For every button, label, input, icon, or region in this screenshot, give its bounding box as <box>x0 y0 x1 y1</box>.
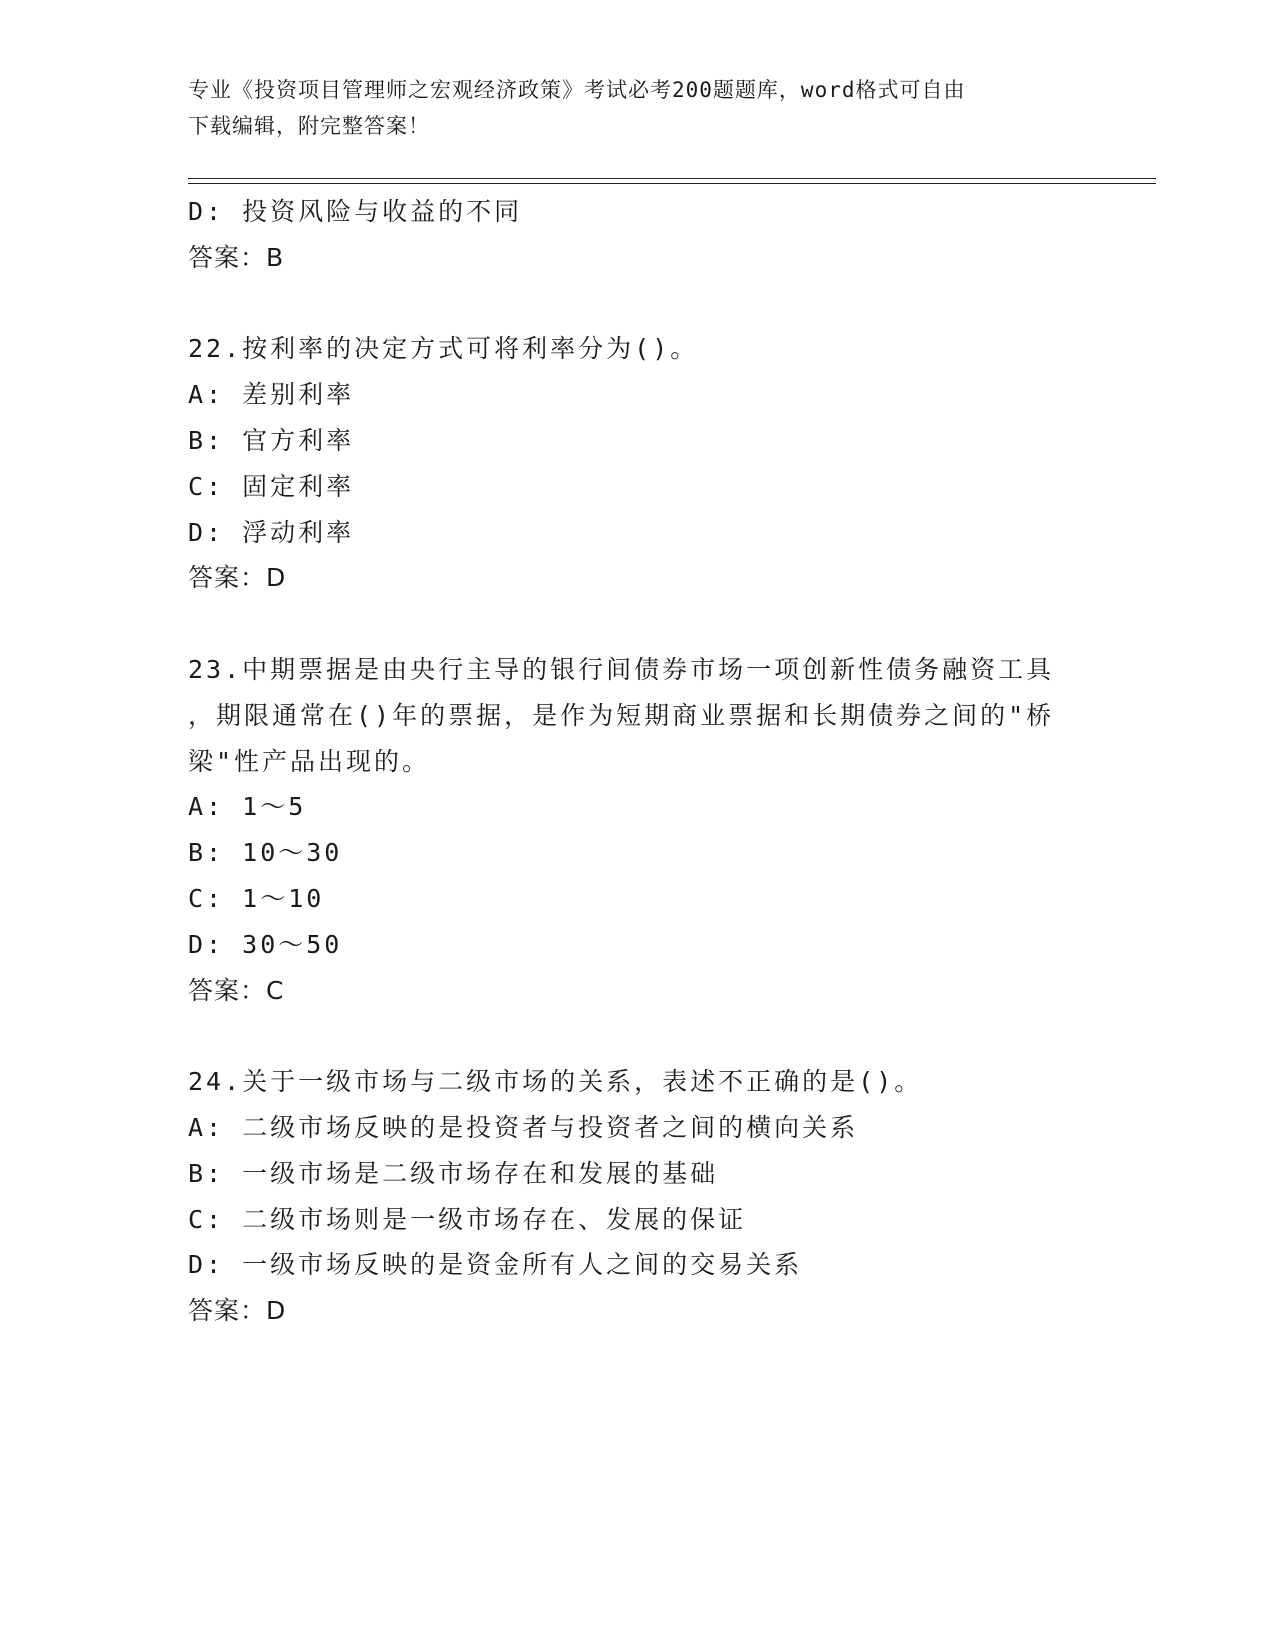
answer-line: 答案：B <box>188 242 285 272</box>
document-header <box>188 72 1088 144</box>
option-a: A: 二级市场反映的是投资者与投资者之间的横向关系 <box>188 1112 859 1142</box>
previous-question-tail <box>188 189 1088 281</box>
spacer <box>188 601 1088 647</box>
header-divider-top <box>188 178 1156 179</box>
answer-line: 答案：C <box>188 975 285 1005</box>
question-stem: 22.按利率的决定方式可将利率分为()。 <box>188 334 699 364</box>
spacer <box>188 281 1088 327</box>
header-divider-bottom <box>188 183 1156 184</box>
option-c: C: 二级市场则是一级市场存在、发展的保证 <box>188 1204 747 1234</box>
option-c: C: 固定利率 <box>188 471 355 501</box>
question-stem-continued: 梁"性产品出现的。 <box>188 746 431 776</box>
option-a: A: 1～5 <box>188 792 307 822</box>
question-stem-continued: ，期限通常在()年的票据，是作为短期商业票据和长期债券之间的"桥 <box>188 700 1055 730</box>
question-stem: 24.关于一级市场与二级市场的关系，表述不正确的是()。 <box>188 1067 923 1097</box>
option-b: B: 一级市场是二级市场存在和发展的基础 <box>188 1158 719 1188</box>
answer-line: 答案：D <box>188 563 287 593</box>
option-d: D: 投资风险与收益的不同 <box>188 197 523 226</box>
question-23 <box>188 647 1088 1013</box>
question-22 <box>188 326 1088 601</box>
option-b: B: 10～30 <box>188 838 343 868</box>
header-line-1: 专业《投资项目管理师之宏观经济政策》考试必考200题题库，word格式可自由 <box>188 78 966 102</box>
option-d: D: 30～50 <box>188 929 343 959</box>
header-line-2: 下载编辑，附完整答案！ <box>188 114 430 138</box>
question-24 <box>188 1059 1088 1334</box>
option-c: C: 1～10 <box>188 883 325 913</box>
answer-line: 答案：D <box>188 1296 287 1326</box>
question-content <box>188 189 1088 1334</box>
option-b: B: 官方利率 <box>188 425 355 455</box>
spacer <box>188 1013 1088 1059</box>
question-stem: 23.中期票据是由央行主导的银行间债券市场一项创新性债务融资工具 <box>188 654 1055 684</box>
option-a: A: 差别利率 <box>188 380 355 410</box>
option-d: D: 浮动利率 <box>188 517 355 547</box>
option-d: D: 一级市场反映的是资金所有人之间的交易关系 <box>188 1250 803 1280</box>
